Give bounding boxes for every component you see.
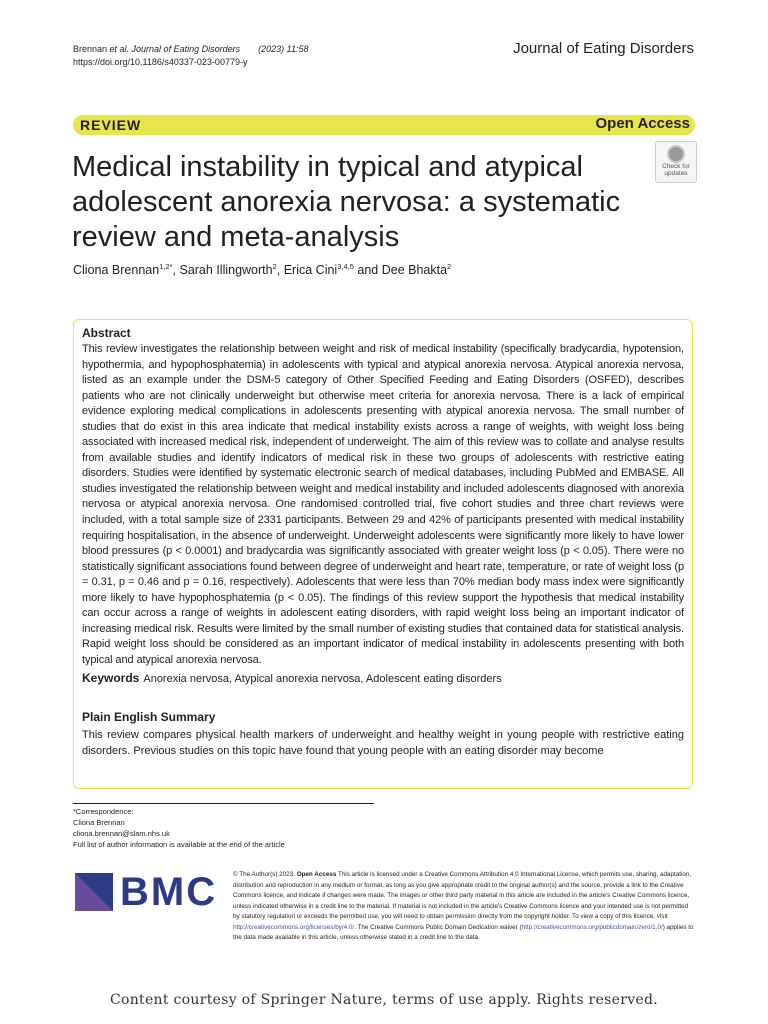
license-body-1: This article is licensed under a Creative Commons Attribution 4.0 International License, which permits use, sharing, adaptation, distribution and reproduction in any medium or format, as long as you give appropriate credit to the original author(s) and the source, provide a link to the Creative Commons licence, and indicate if changes were made. The images or other third party material in this article are included in the article's Creative Commons licence, unless indicated otherwise in a credit line to the material. If material is not included in the article's Creative Commons licence and your intended use is not permitted by statutory regulation or exceeds the permitted use, you will need to obtain permission directly from the copyright holder. To view a copy of this licence, visit <box>233 871 692 920</box>
license-text <box>233 870 695 944</box>
author-separator: and <box>353 263 382 278</box>
article-type-label: REVIEW <box>80 117 142 133</box>
journal-name: Journal of Eating Disorders <box>513 40 694 57</box>
citation-author: Brennan <box>73 44 110 54</box>
author-name[interactable]: Erica Cini <box>283 263 338 278</box>
author-info-note: Full list of author information is available at the end of the article <box>73 840 285 849</box>
correspondence-email[interactable]: cliona.brennan@slam.nhs.uk <box>73 829 170 838</box>
abstract-text: This review investigates the relationship between weight and risk of medical instability (specifically bradycardia, hypotension, hypothermia, and hypophosphatemia) in adolescents with typical and atypical anorexia nervosa. Atypical anorexia nervosa, listed as an example under the DSM-5 category of Other Specified Feeding and Eating Disorders (OSFED), describes patients who are not clinically underweight but otherwise meet criteria for anorexia nervosa. There is a lack of empirical evidence exploring medical complications in adolescents presenting with atypical anorexia nervosa. The small number of studies that do exist in this area indicate that medical instability exists across a range of weights, with weight loss being associated with increased medical risk, independent of underweight. The aim of this review was to collate and analyse results from available studies and identify indicators of medical risk in these two groups of adolescents with restrictive eating disorders. Studies were identified by systematic electronic search of medical databases, including PubMed and EMBASE. All studies investigated the relationship between weight and medical instability and included adolescents diagnosed with anorexia nervosa or atypical anorexia nervosa. One randomised controlled trial, five cohort studies and three chart reviews were included, with a total sample size of 2331 participants. Between 29 and 42% of participants presented with medical instability requiring hospitalisation, in the absence of underweight. Underweight adolescents were significantly more likely to have lower blood pressures (p < 0.0001) and bradycardia was significantly associated with greater weight loss (p < 0.05). There were no statistically significant associations found between degree of underweight and heart rate, temperature, or rate of weight loss (p = 0.31, p = 0.46 and p = 0.16, respectively). Adolescents that were less than 70% median body mass index were significantly more likely to have hypophosphatemia (p < 0.05). The findings of this review support the hypothesis that medical instability can occur across a range of weights in adolescent eating disorders, with rapid weight loss being an important indicator of increasing medical risk. Results were limited by the small number of existing studies that contained data for statistical analysis. Rapid weight loss should be considered as an important indicator of medical instability in adolescents presenting with both typical and atypical anorexia nervosa. <box>82 343 684 666</box>
correspondence-name: Cliona Brennan <box>73 818 125 827</box>
author-affiliation: 1,2* <box>159 262 173 271</box>
citation-journal: et al. Journal of Eating Disorders <box>109 44 241 54</box>
cc-by-link[interactable]: http://creativecommons.org/licenses/by/4.0/ <box>233 923 355 931</box>
keywords-label: Keywords <box>82 671 140 686</box>
license-body-2: . The Creative Commons Public Domain Dedication waiver ( <box>354 923 522 931</box>
author-separator: , <box>172 263 180 278</box>
check-updates-line1: Check for <box>662 163 690 170</box>
keywords-line <box>82 671 684 687</box>
citation-year-volume: (2023) 11:58 <box>258 44 309 54</box>
correspondence-block <box>73 806 285 850</box>
author-name[interactable]: Dee Bhakta <box>381 263 448 278</box>
article-type-band <box>73 115 695 135</box>
cc-zero-link[interactable]: http://creativecommons.org/publicdomain/zero/1.0/ <box>521 923 663 931</box>
author-affiliation: 2 <box>272 262 277 271</box>
plain-summary-text: This review compares physical health markers of underweight and healthy weight in young people with restrictive eating disorders. Previous studies on this topic have found that young people with an eating disorder may become <box>82 729 684 758</box>
author-name[interactable]: Cliona Brennan <box>73 263 160 278</box>
bmc-logo-text: BMC <box>120 870 218 914</box>
copyright-prefix: © The Author(s) 2023. <box>233 871 297 878</box>
abstract-box <box>73 319 693 789</box>
author-affiliation: 3,4,5 <box>337 262 354 271</box>
author-separator: , <box>276 263 284 278</box>
doi-link[interactable]: https://doi.org/10.1186/s40337-023-00779-y <box>73 57 248 67</box>
author-name[interactable]: Sarah Illingworth <box>179 263 273 278</box>
check-updates-line2: updates <box>664 170 688 177</box>
article-title: Medical instability in typical and atypical adolescent anorexia nervosa: a systematic review and meta-analysis <box>72 151 621 253</box>
abstract-heading: Abstract <box>82 326 131 340</box>
license-open-access: Open Access <box>296 871 337 878</box>
plain-summary-heading: Plain English Summary <box>82 710 216 725</box>
author-list <box>73 262 451 277</box>
citation-line <box>73 43 308 56</box>
courtesy-footer: Content courtesy of Springer Nature, terms of use apply. Rights reserved. <box>109 992 658 1008</box>
keywords-list: Anorexia nervosa, Atypical anorexia nervosa, Adolescent eating disorders <box>143 673 502 686</box>
footnote-divider <box>73 803 374 804</box>
correspondence-label: *Correspondence: <box>73 807 134 816</box>
check-for-updates-button[interactable] <box>655 141 697 183</box>
check-updates-icon <box>667 145 685 163</box>
license-body-3: ) applies to the data made available in this article, unless otherwise stated in a credit line to the data. <box>233 923 694 941</box>
open-access-label: Open Access <box>595 115 690 132</box>
running-header <box>73 43 308 69</box>
author-affiliation: 2 <box>447 262 452 271</box>
